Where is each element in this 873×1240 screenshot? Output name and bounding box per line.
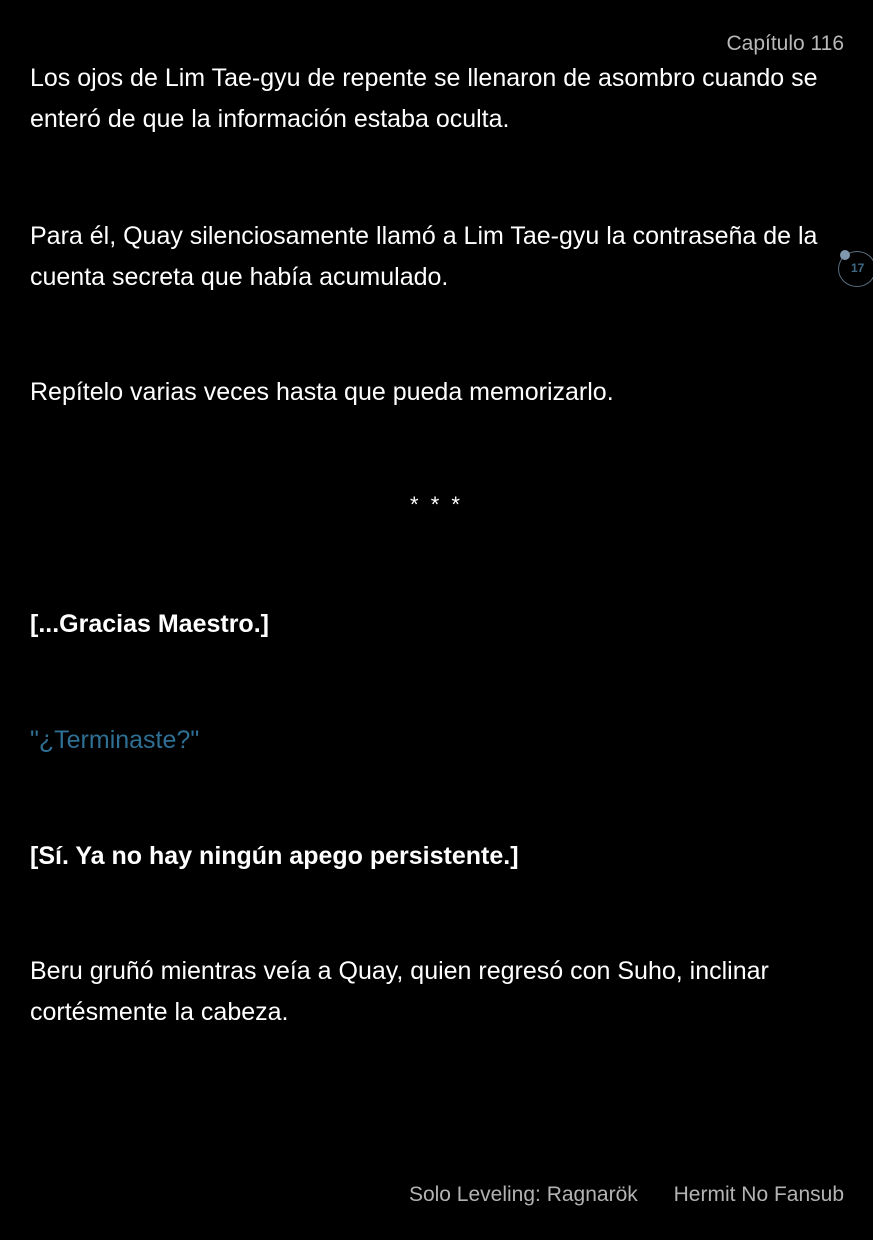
paragraph-2: Para él, Quay silenciosamente llamó a Lim Tae-gyu la contraseña de la cuenta secreta que había acumulado. (30, 222, 818, 291)
paragraph-dialogue: "¿Terminaste?" (30, 726, 200, 754)
paragraph-3: Repítelo varias veces hasta que pueda memorizarlo. (30, 378, 614, 406)
paragraph-4: Beru gruñó mientras veía a Quay, quien regresó con Suho, inclinar cortésmente la cabeza. (30, 957, 769, 1026)
paragraph-system-message-1: [...Gracias Maestro.] (30, 610, 269, 638)
footer (409, 1183, 844, 1207)
paragraph-system-message-2: [Sí. Ya no hay ningún apego persistente.] (30, 842, 519, 870)
footer-translator: Hermit No Fansub (673, 1183, 844, 1206)
chapter-label: Capítulo 116 (726, 32, 844, 55)
page-number: 17 (851, 261, 865, 275)
page-indicator-dot (840, 250, 850, 260)
paragraph-1: Los ojos de Lim Tae-gyu de repente se llenaron de asombro cuando se enteró de que la información estaba oculta. (30, 64, 818, 133)
page-indicator-badge[interactable] (838, 251, 873, 287)
footer-book-title: Solo Leveling: Ragnarök (408, 1183, 638, 1206)
scene-separator: * * * (410, 492, 463, 517)
